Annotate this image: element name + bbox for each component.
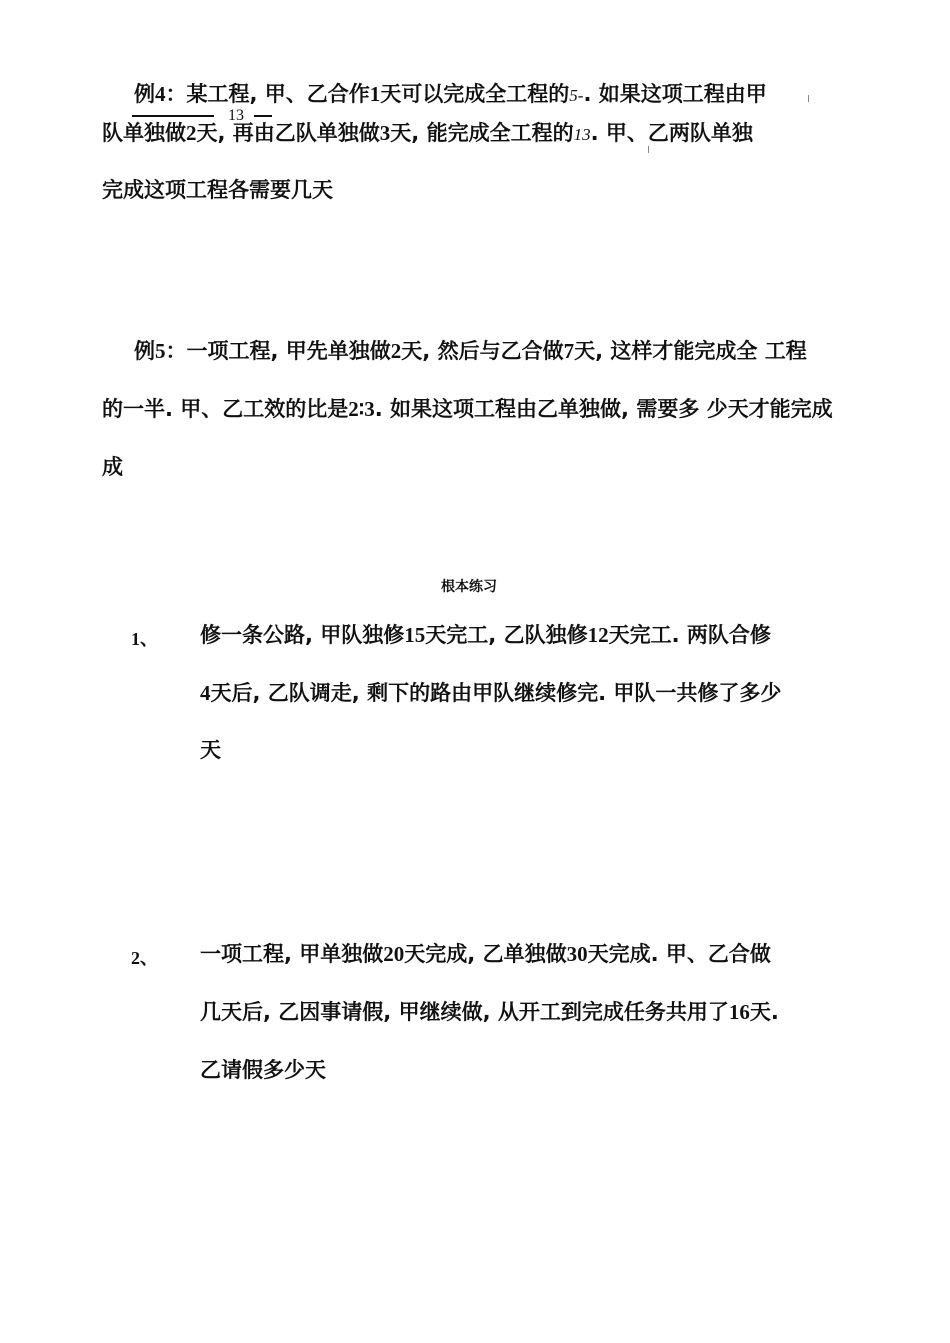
example5-line1 [134, 337, 807, 365]
ratio: 2∶3 [348, 397, 375, 421]
text: 天完成, 乙单独做 [404, 942, 567, 966]
text: 天, 这样才能完成全 工程 [574, 339, 807, 363]
q2-line3: 乙请假多少天 [200, 1058, 326, 1082]
text: 天后, 乙队调走, 剩下的路由甲队继续修完. 甲队一共修了多少 [210, 681, 782, 705]
text: 天. [749, 1000, 779, 1024]
example4-number: 4 [155, 82, 166, 106]
underline [132, 115, 214, 117]
text: 天, 再由乙队单独做 [196, 121, 380, 145]
text: . 甲、乙两队单独 [590, 121, 753, 145]
question-number: 2、 [131, 948, 158, 968]
example4-line2 [102, 119, 753, 149]
text: 的一半. 甲、乙工效的比是 [102, 397, 349, 421]
text: 天, 然后与乙合做 [401, 339, 564, 363]
text: 天完成. 甲、乙合做 [587, 942, 771, 966]
example4-line3: 完成这项工程各需要几天 [102, 178, 333, 202]
q1-line2 [200, 679, 781, 707]
number: 7 [563, 339, 575, 363]
question-number: 1、 [131, 629, 158, 649]
text: . 如果这项工程由乙单独做, 需要多 少天才能完成 [374, 397, 833, 421]
example5-number: 5 [155, 339, 166, 363]
fraction: 13 [573, 125, 591, 144]
example5-label: 例 [134, 339, 155, 363]
text: 天可以完成全工程的 [380, 82, 570, 106]
stray-mark [808, 95, 809, 102]
text: ：一项工程, 甲先单独做 [165, 339, 391, 363]
q1-line3: 天 [200, 738, 221, 762]
text: 天, 能完成全工程的 [390, 121, 574, 145]
text: 天完工, 乙队独修 [425, 623, 588, 647]
number: 15 [404, 623, 426, 647]
text: 几天后, 乙因事请假, 甲继续做, 从开工到完成任务共用了 [200, 1000, 729, 1024]
number: 16 [728, 1000, 750, 1024]
text: 修一条公路, 甲队独修 [200, 623, 405, 647]
text: 天完工. 两队合修 [608, 623, 771, 647]
example4-label: 例 [134, 82, 155, 106]
section-title: 根本练习 [441, 579, 497, 595]
q1-line1 [200, 621, 771, 649]
example4-line1 [134, 80, 767, 110]
example5-line2 [102, 395, 833, 423]
q2-line2 [200, 998, 779, 1026]
text: ：某工程, 甲、乙合作 [165, 82, 370, 106]
q2-line1 [200, 940, 771, 968]
number: 4 [200, 681, 211, 705]
number: 12 [587, 623, 609, 647]
number: 2 [186, 121, 197, 145]
underline [254, 115, 272, 117]
stray-mark [648, 146, 649, 153]
fraction-denominator: 13 [228, 107, 244, 124]
number: 20 [383, 942, 405, 966]
text: 一项工程, 甲单独做 [200, 942, 384, 966]
text: 队单独做 [102, 121, 186, 145]
number: 1 [369, 82, 381, 106]
example5-line3: 成 [102, 455, 123, 479]
number: 3 [379, 121, 391, 145]
number: 30 [566, 942, 588, 966]
fraction: 5- [569, 86, 584, 105]
number: 2 [390, 339, 402, 363]
text: . 如果这项工程由甲 [583, 82, 767, 106]
